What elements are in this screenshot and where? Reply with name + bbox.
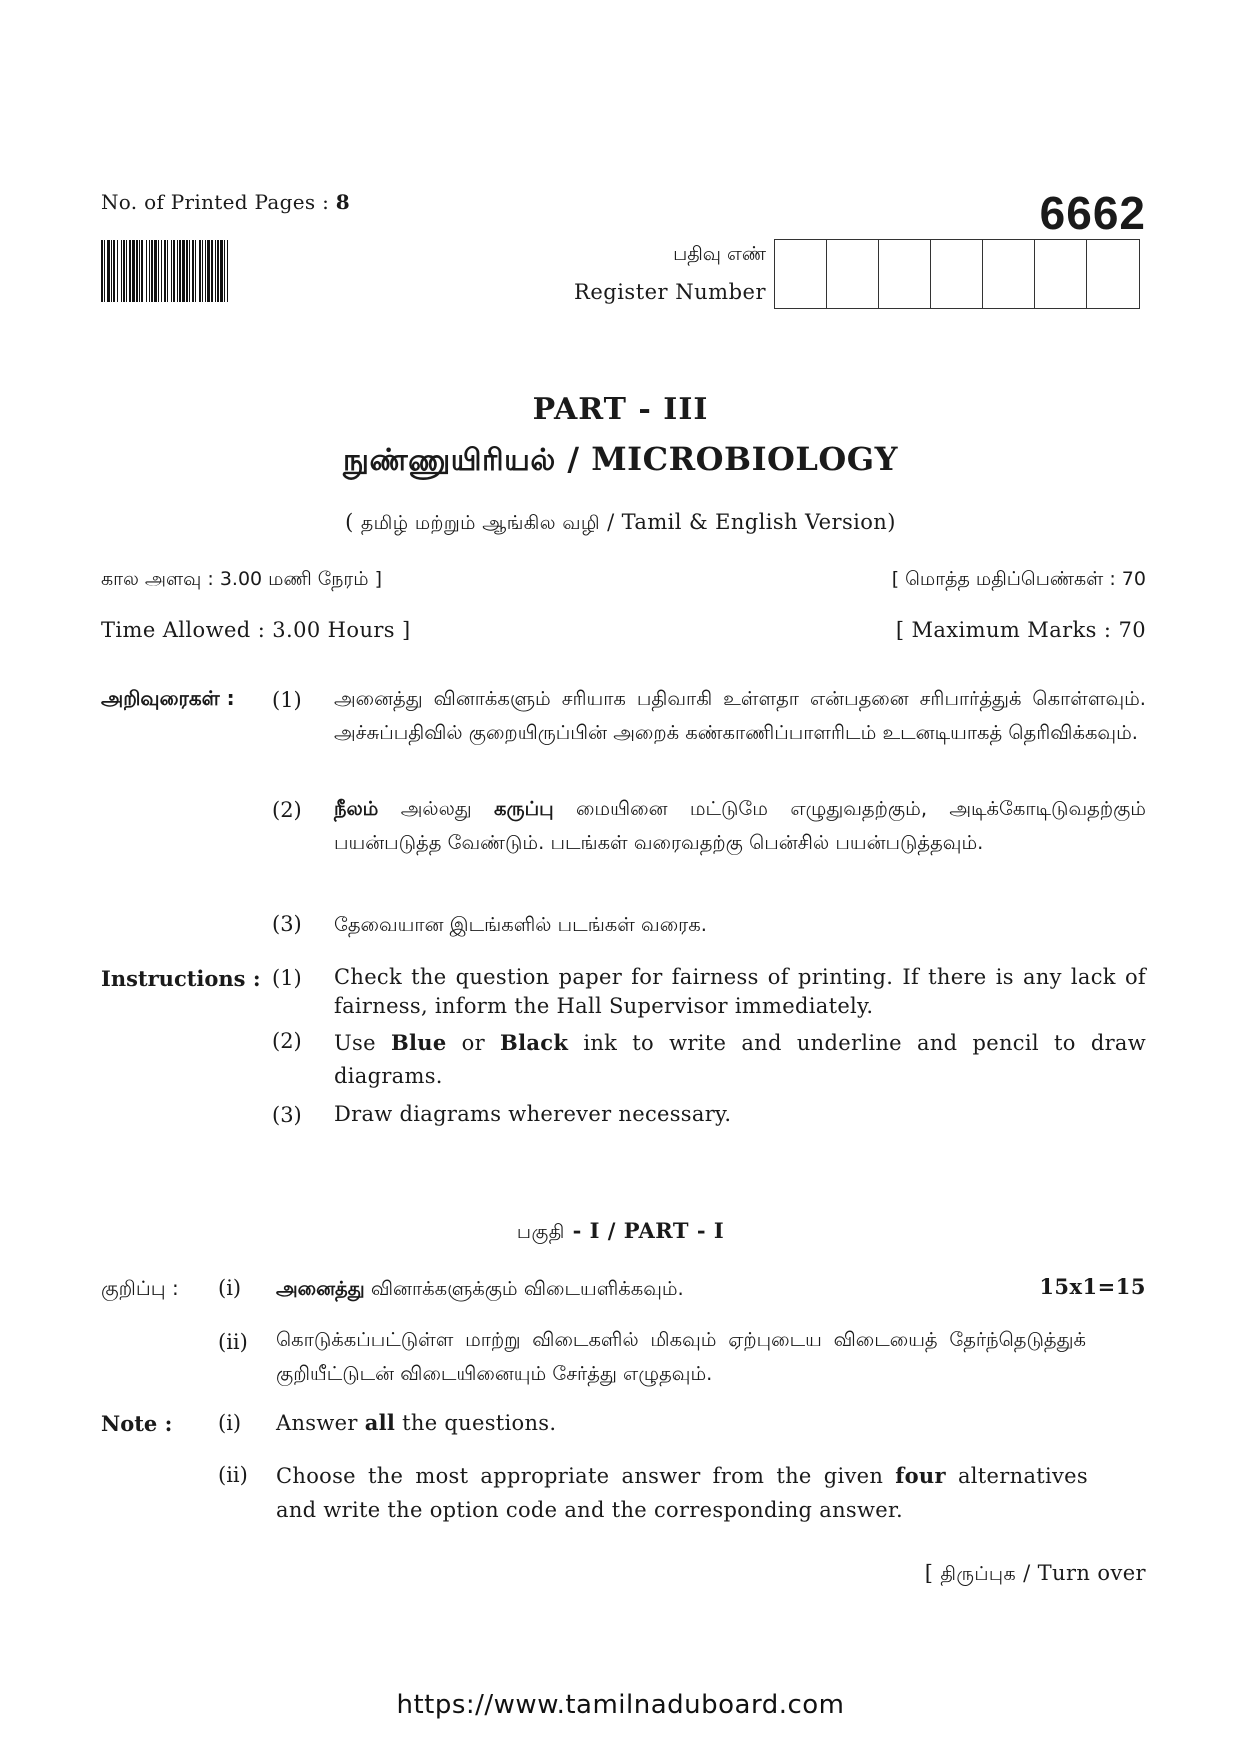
barcode-icon bbox=[101, 240, 375, 302]
instruction-tamil-number: (3) bbox=[272, 912, 302, 936]
use-text: Use bbox=[334, 1031, 391, 1055]
note-english-label: Note : bbox=[101, 1411, 173, 1436]
register-digit-box[interactable] bbox=[931, 240, 983, 308]
footer-url[interactable]: https://www.tamilnaduboard.com bbox=[396, 1690, 845, 1720]
register-number-boxes bbox=[774, 239, 1140, 309]
printed-pages-value: 8 bbox=[335, 190, 351, 214]
or-text: or bbox=[446, 1031, 501, 1055]
note-english-item bbox=[276, 1408, 1088, 1438]
instruction-tamil-number: (1) bbox=[272, 688, 302, 712]
all-bold-english: all bbox=[364, 1410, 396, 1435]
turn-over-open: [ bbox=[924, 1561, 941, 1585]
paper-code: 6662 bbox=[1039, 187, 1146, 239]
section-title-english: - I / PART - I bbox=[564, 1218, 725, 1243]
subject-title-tamil: நுண்ணுயிரியல் bbox=[343, 443, 556, 478]
instruction-tamil-item: தேவையான இடங்களில் படங்கள் வரைக. bbox=[334, 913, 707, 936]
note-tamil-number: (ii) bbox=[218, 1330, 248, 1354]
register-digit-box[interactable] bbox=[983, 240, 1035, 308]
ink-rest-english: ink to write and underline and pencil to draw diagrams. bbox=[334, 1031, 1147, 1088]
ink-black-english: Black bbox=[500, 1030, 569, 1055]
alternatives-text: alternatives and write the option code and the corresponding answer. bbox=[276, 1464, 1088, 1522]
version-english: / Tamil & English Version) bbox=[600, 510, 896, 534]
instruction-tamil-item bbox=[334, 792, 1146, 860]
ink-blue-english: Blue bbox=[390, 1030, 447, 1055]
note-tamil-number: (i) bbox=[218, 1276, 242, 1300]
instruction-english-item: Draw diagrams wherever necessary. bbox=[334, 1102, 732, 1126]
ink-or-tamil: அல்லது bbox=[378, 797, 495, 820]
subject-title-english: MICROBIOLOGY bbox=[591, 440, 898, 478]
turn-over-english: / Turn over bbox=[1016, 1561, 1146, 1585]
instruction-english-item: Check the question paper for fairness of printing. If there is any lack of fairness, inform the Hall Supervisor immediately. bbox=[334, 965, 1146, 1018]
register-label-tamil: பதிவு எண் bbox=[673, 243, 766, 265]
choose-text: Choose the most appropriate answer from the given bbox=[276, 1464, 896, 1488]
instruction-english-number: (1) bbox=[272, 966, 302, 990]
note-tamil-rest: வினாக்களுக்கும் விடையளிக்கவும். bbox=[364, 1277, 684, 1300]
register-digit-box[interactable] bbox=[1087, 240, 1139, 308]
note-english-number: (ii) bbox=[218, 1463, 248, 1487]
ink-blue-tamil: நீலம் bbox=[334, 797, 379, 820]
register-digit-box[interactable] bbox=[879, 240, 931, 308]
section-title bbox=[0, 1218, 1241, 1246]
turn-over-tamil: திருப்புக bbox=[940, 1563, 1017, 1585]
instruction-tamil-number: (2) bbox=[272, 798, 302, 822]
printed-pages-label: No. of Printed Pages : bbox=[101, 190, 330, 214]
part-title: PART - III bbox=[532, 392, 709, 427]
section-score: 15x1=15 bbox=[1039, 1274, 1146, 1299]
register-label-english: Register Number bbox=[574, 280, 766, 304]
instruction-english-number: (2) bbox=[272, 1029, 302, 1053]
turn-over-note bbox=[925, 1561, 1146, 1588]
instruction-english-number: (3) bbox=[272, 1103, 302, 1127]
four-bold: four bbox=[895, 1463, 946, 1488]
version-open: ( bbox=[345, 510, 361, 534]
max-marks-tamil: [ மொத்த மதிப்பெண்கள் : 70 bbox=[891, 568, 1146, 590]
register-digit-box[interactable] bbox=[827, 240, 879, 308]
register-digit-box[interactable] bbox=[775, 240, 827, 308]
instruction-tamil-item: அனைத்து வினாக்களும் சரியாக பதிவாகி உள்ளதா என்பதனை சரிபார்த்துக் கொள்ளவும். அச்சுப்பதிவில் குறையிருப்பின் அறைக் கண்காணிப்பாளரிடம் உடனடியாகத் தெரிவிக்கவும். bbox=[334, 687, 1146, 744]
answer-text: Answer bbox=[276, 1411, 365, 1435]
time-allowed-english: Time Allowed : 3.00 Hours ] bbox=[101, 618, 411, 642]
note-tamil-item bbox=[276, 1272, 926, 1306]
ink-black-tamil: கருப்பு bbox=[494, 797, 554, 820]
note-tamil-item: கொடுக்கப்பட்டுள்ள மாற்று விடைகளில் மிகவும் ஏற்புடைய விடையைத் தேர்ந்தெடுத்துக் குறியீட்டுடன் விடையினையும் சேர்த்து எழுதவும். bbox=[276, 1328, 1086, 1385]
instruction-english-item bbox=[334, 1026, 1146, 1093]
section-title-tamil: பகுதி bbox=[516, 1221, 565, 1243]
note-tamil-label: குறிப்பு : bbox=[101, 1276, 179, 1300]
version-line bbox=[0, 510, 1241, 537]
all-bold-tamil: அனைத்து bbox=[276, 1277, 365, 1300]
max-marks-english: [ Maximum Marks : 70 bbox=[895, 618, 1146, 642]
note-english-number: (i) bbox=[218, 1411, 242, 1435]
note-english-item bbox=[276, 1459, 1088, 1527]
subject-title-separator: / bbox=[555, 440, 592, 478]
version-tamil: தமிழ் மற்றும் ஆங்கில வழி bbox=[360, 512, 601, 534]
questions-text: the questions. bbox=[395, 1411, 557, 1435]
time-allowed-tamil: கால அளவு : 3.00 மணி நேரம் ] bbox=[101, 568, 382, 590]
ink-rest-tamil: மையினை மட்டுமே எழுதுவதற்கும், அடிக்கோடிடுவதற்கும் பயன்படுத்த வேண்டும். படங்கள் வரைவதற்கு பென்சில் பயன்படுத்தவும். bbox=[334, 797, 1146, 854]
subject-title bbox=[0, 440, 1241, 482]
instructions-tamil-label: அறிவுரைகள் : bbox=[101, 686, 235, 710]
register-digit-box[interactable] bbox=[1035, 240, 1087, 308]
instructions-english-label: Instructions : bbox=[101, 966, 261, 991]
printed-pages-count bbox=[101, 190, 350, 214]
